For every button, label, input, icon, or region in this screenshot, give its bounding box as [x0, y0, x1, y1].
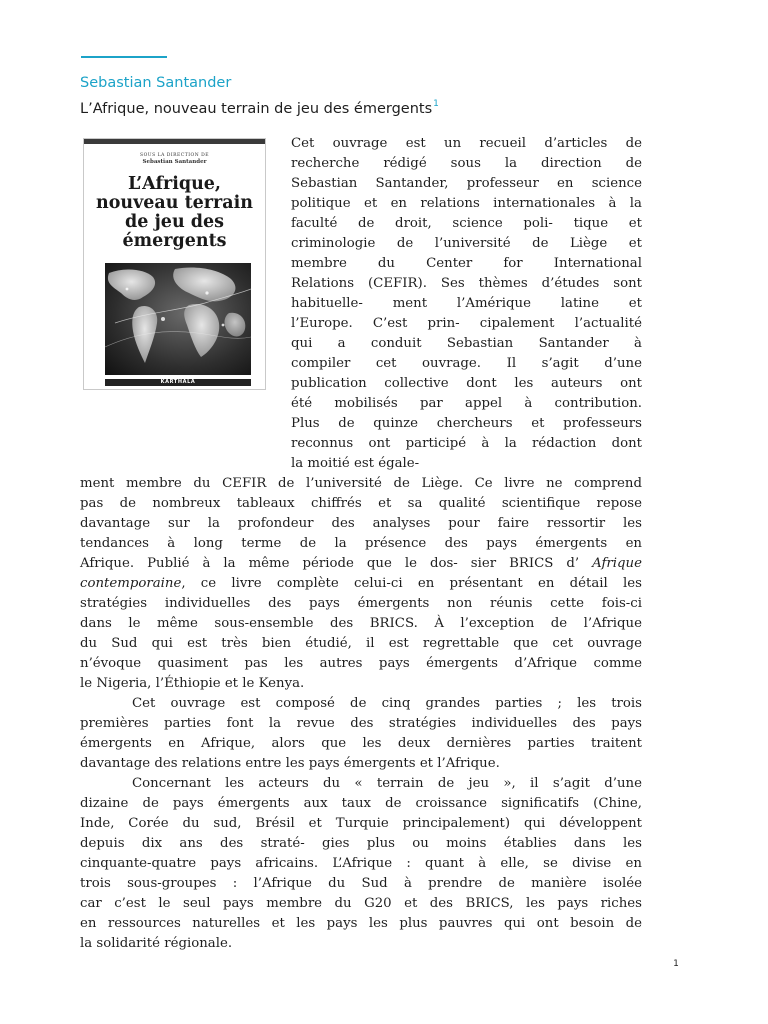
body-text-line: trois sous-groupes : l’Afrique du Sud à prendre de manière isolée [80, 876, 642, 891]
side-text-line: Plus de quinze chercheurs et professeurs [291, 416, 642, 431]
side-text-line: Sebastian Santander, professeur en science [291, 176, 642, 191]
body-text-line: en ressources naturelles et les pays les plus pauvres qui ont besoin de [80, 916, 642, 931]
side-text-line: recherche rédigé sous la direction de [291, 156, 642, 171]
body-text-line: dizaine de pays émergents aux taux de croissance significatifs (Chine, [80, 796, 642, 811]
cover-title-line: nouveau terrain [96, 193, 253, 213]
body-text-line: n’évoque quasiment pas les autres pays émergents d’Afrique comme [80, 656, 642, 671]
body-text-line: car c’est le seul pays membre du G20 et des BRICS, les pays riches [80, 896, 642, 911]
body-text-line: Cet ouvrage est composé de cinq grandes parties ; les trois [132, 696, 642, 711]
body-text-line: cinquante-quatre pays africains. L’Afrique : quant à elle, se divise en [80, 856, 642, 871]
body-text-line: stratégies individuelles des pays émergents non réunis cette fois-ci [80, 596, 642, 611]
body-text-line: dans le même sous-ensemble des BRICS. À l’exception de l’Afrique [80, 616, 642, 631]
book-cover [83, 138, 266, 390]
article-title-text: L’Afrique, nouveau terrain de jeu des émergents [80, 101, 433, 117]
body-text-line: le Nigeria, l’Éthiopie et le Kenya. [80, 676, 305, 691]
cover-globe-image [105, 263, 251, 375]
body-text-line: pas de nombreux tableaux chiffrés et sa qualité scientifique repose [80, 496, 642, 511]
cover-title-line: L’Afrique, [127, 174, 222, 194]
body-text-line: Inde, Corée du sud, Brésil et Turquie principalement) qui développent [80, 816, 642, 831]
cover-editor-caption: SOUS LA DIRECTION DE [140, 153, 209, 158]
body-text-line: la solidarité régionale. [80, 936, 233, 951]
article-title [80, 94, 439, 119]
body-text-line: émergents en Afrique, alors que les deux dernières parties traitent [80, 736, 642, 751]
side-text-line: la moitié est égale- [291, 456, 420, 471]
side-text-line: politique et en relations internationales à la [291, 196, 642, 211]
footnote-marker: 1 [433, 99, 439, 109]
side-text-line: reconnus ont participé à la rédaction dont [291, 436, 642, 451]
journal-title-italic: contemporaine [80, 576, 182, 591]
body-text-segment: , ce livre complète celui-ci en présentant en détail les [181, 576, 642, 591]
body-text-line: ment membre du CEFIR de l’université de Liège. Ce livre ne comprend [80, 476, 642, 491]
body-text-line: davantage des relations entre les pays émergents et l’Afrique. [80, 756, 500, 771]
body-text-line [80, 554, 642, 574]
cover-editor-name: Sebastian Santander [142, 159, 207, 165]
body-text-line: premières parties font la revue des stratégies individuelles des pays [80, 716, 642, 731]
cover-top-bar [84, 139, 265, 144]
side-text-line: membre du Center for International [291, 256, 642, 271]
side-text-line: Relations (CEFIR). Ses thèmes d’études sont [291, 276, 642, 291]
side-text-line: publication collective dont les auteurs ont [291, 376, 642, 391]
side-text-line: l’Europe. C’est prin- cipalement l’actualité [291, 316, 642, 331]
side-text-line: habituelle- ment l’Amérique latine et [291, 296, 642, 311]
side-text-line: été mobilisés par appel à contribution. [291, 396, 642, 411]
cover-title-line: de jeu des émergents [122, 212, 227, 251]
side-text-line: criminologie de l’université de Liège et [291, 236, 642, 251]
side-text-line: faculté de droit, science poli- tique et [291, 216, 642, 231]
body-text-line: tendances à long terme de la présence des pays émergents en [80, 536, 642, 551]
journal-title-italic: Afrique [592, 556, 642, 571]
body-text-line [80, 574, 642, 594]
cover-title [84, 175, 265, 251]
side-text-line: compiler cet ouvrage. Il s’agit d’une [291, 356, 642, 371]
cover-publisher: KARTHALA [105, 379, 251, 386]
body-text-line: davantage sur la profondeur des analyses pour faire ressortir les [80, 516, 642, 531]
body-text-line: depuis dix ans des straté- gies plus ou moins établies dans les [80, 836, 642, 851]
side-text-line: Cet ouvrage est un recueil d’articles de [291, 136, 642, 151]
page-number: 1 [673, 959, 679, 969]
author-name: Sebastian Santander [80, 75, 232, 91]
body-text-line: Concernant les acteurs du « terrain de jeu », il s’agit d’une [132, 776, 642, 791]
side-text-line: qui a conduit Sebastian Santander à [291, 336, 642, 351]
body-text-line: du Sud qui est très bien étudié, il est regrettable que cet ouvrage [80, 636, 642, 651]
body-text-segment: Afrique. Publié à la même période que le dos- sier BRICS d’ [80, 556, 593, 571]
accent-rule [81, 56, 167, 58]
